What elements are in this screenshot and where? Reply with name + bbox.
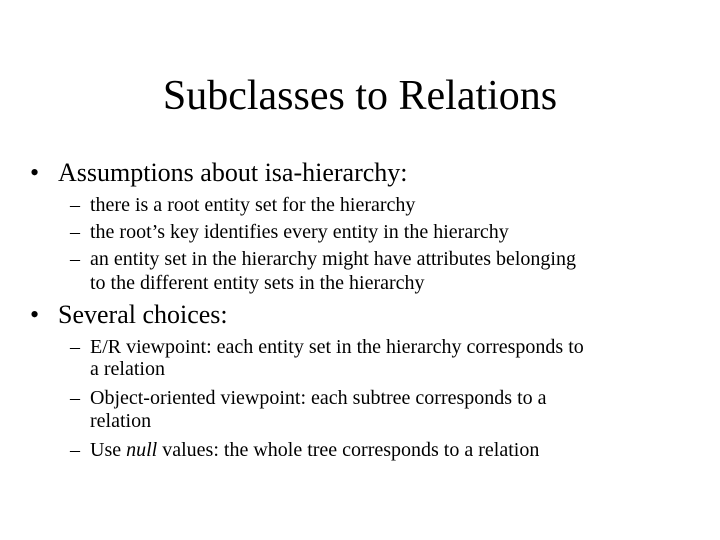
bullet-glyph: • xyxy=(30,158,40,187)
sub-item-text: the root’s key identifies every entity in the hierarchy xyxy=(90,221,509,243)
bullet-heading: Several choices: xyxy=(58,300,228,329)
sub-item-text: E/R viewpoint: each entity set in the hierarchy corresponds to xyxy=(90,336,584,358)
sub-item-continuation: to the different entity sets in the hierarchy xyxy=(90,272,425,294)
dash-glyph: – xyxy=(70,387,80,409)
dash-glyph: – xyxy=(70,221,80,243)
bullet-assumptions xyxy=(30,158,408,188)
bullet-glyph: • xyxy=(30,300,40,329)
dash-glyph: – xyxy=(70,248,80,270)
dash-glyph: – xyxy=(70,439,80,461)
text-prefix: Use xyxy=(90,439,127,461)
sub-item-continuation: a relation xyxy=(90,358,165,380)
sub-item-text: Object-oriented viewpoint: each subtree corresponds to a xyxy=(90,387,547,409)
dash-glyph: – xyxy=(70,336,80,358)
sub-item-continuation: relation xyxy=(90,410,152,432)
sub-item-text: there is a root entity set for the hierarchy xyxy=(90,194,416,216)
bullet-several-choices xyxy=(30,300,228,330)
bullet-heading: Assumptions about isa-hierarchy: xyxy=(58,158,408,187)
dash-glyph: – xyxy=(70,194,80,216)
text-suffix: values: the whole tree corresponds to a relation xyxy=(157,439,540,461)
slide-title: Subclasses to Relations xyxy=(162,73,558,119)
sub-item-text: an entity set in the hierarchy might have attributes belonging xyxy=(90,248,576,270)
sub-item-text xyxy=(90,439,700,461)
null-emphasis: null xyxy=(126,439,158,461)
